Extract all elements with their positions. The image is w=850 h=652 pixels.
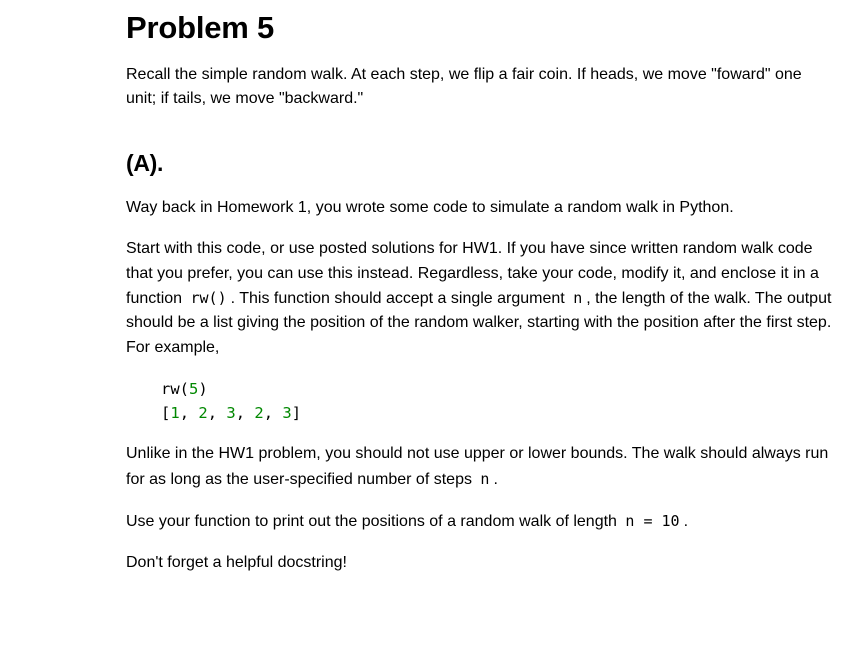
code-close-bracket: ]: [291, 404, 302, 423]
code-value: 3: [226, 404, 236, 423]
text-span: Unlike in the HW1 problem, you should not use upper or lower bounds. The walk should always run for as long as the user-specified number of steps: [126, 445, 829, 488]
text-span: .: [493, 470, 498, 488]
inline-code-rw: rw(): [190, 289, 227, 308]
code-value: 2: [198, 404, 208, 423]
text-span: .: [683, 513, 689, 531]
section-a-heading: (A).: [126, 149, 164, 176]
text-span: Use your function to print out the positions of a random walk of length: [126, 513, 622, 531]
code-separator: ,: [263, 404, 283, 423]
inline-code-n: n: [480, 469, 490, 488]
text-span: . This function should accept a single argument: [230, 290, 570, 308]
code-separator: ,: [179, 404, 199, 423]
intro-paragraph: Recall the simple random walk. At each step, we flip a fair coin. If heads, we move "foward" one unit; if tails, we move "backward.": [126, 66, 802, 108]
print-instructions-paragraph: [126, 509, 836, 534]
code-value: 2: [254, 404, 264, 423]
function-instructions-paragraph: [126, 237, 836, 360]
problem-title: Problem 5: [126, 10, 275, 45]
code-call-arg: 5: [189, 380, 199, 399]
inline-code-n: n: [573, 289, 583, 308]
example-code-block: [161, 377, 836, 425]
homework-reference-paragraph: Way back in Homework 1, you wrote some code to simulate a random walk in Python.: [126, 198, 734, 216]
notebook-content: [126, 0, 836, 576]
code-call-name: rw(: [161, 380, 189, 399]
bounds-paragraph: [126, 442, 836, 492]
code-call-close: ): [198, 380, 208, 399]
code-separator: ,: [235, 404, 255, 423]
docstring-reminder: Don't forget a helpful docstring!: [126, 554, 347, 572]
code-open-bracket: [: [161, 404, 171, 423]
code-value: 1: [170, 404, 180, 423]
inline-code-n-equals-10: n = 10: [625, 512, 680, 531]
text-span: , the length of the walk. The output should be a list giving the position of the random walker, starting with the position after the first step. For example,: [126, 290, 832, 356]
code-value: 3: [282, 404, 292, 423]
code-separator: ,: [207, 404, 227, 423]
text-span: Start with this code, or use posted solutions for HW1. If you have since written random walk code that you prefer, you can use this instead. Regardless, take your code, modify it, and enclose it in a function: [126, 240, 819, 308]
